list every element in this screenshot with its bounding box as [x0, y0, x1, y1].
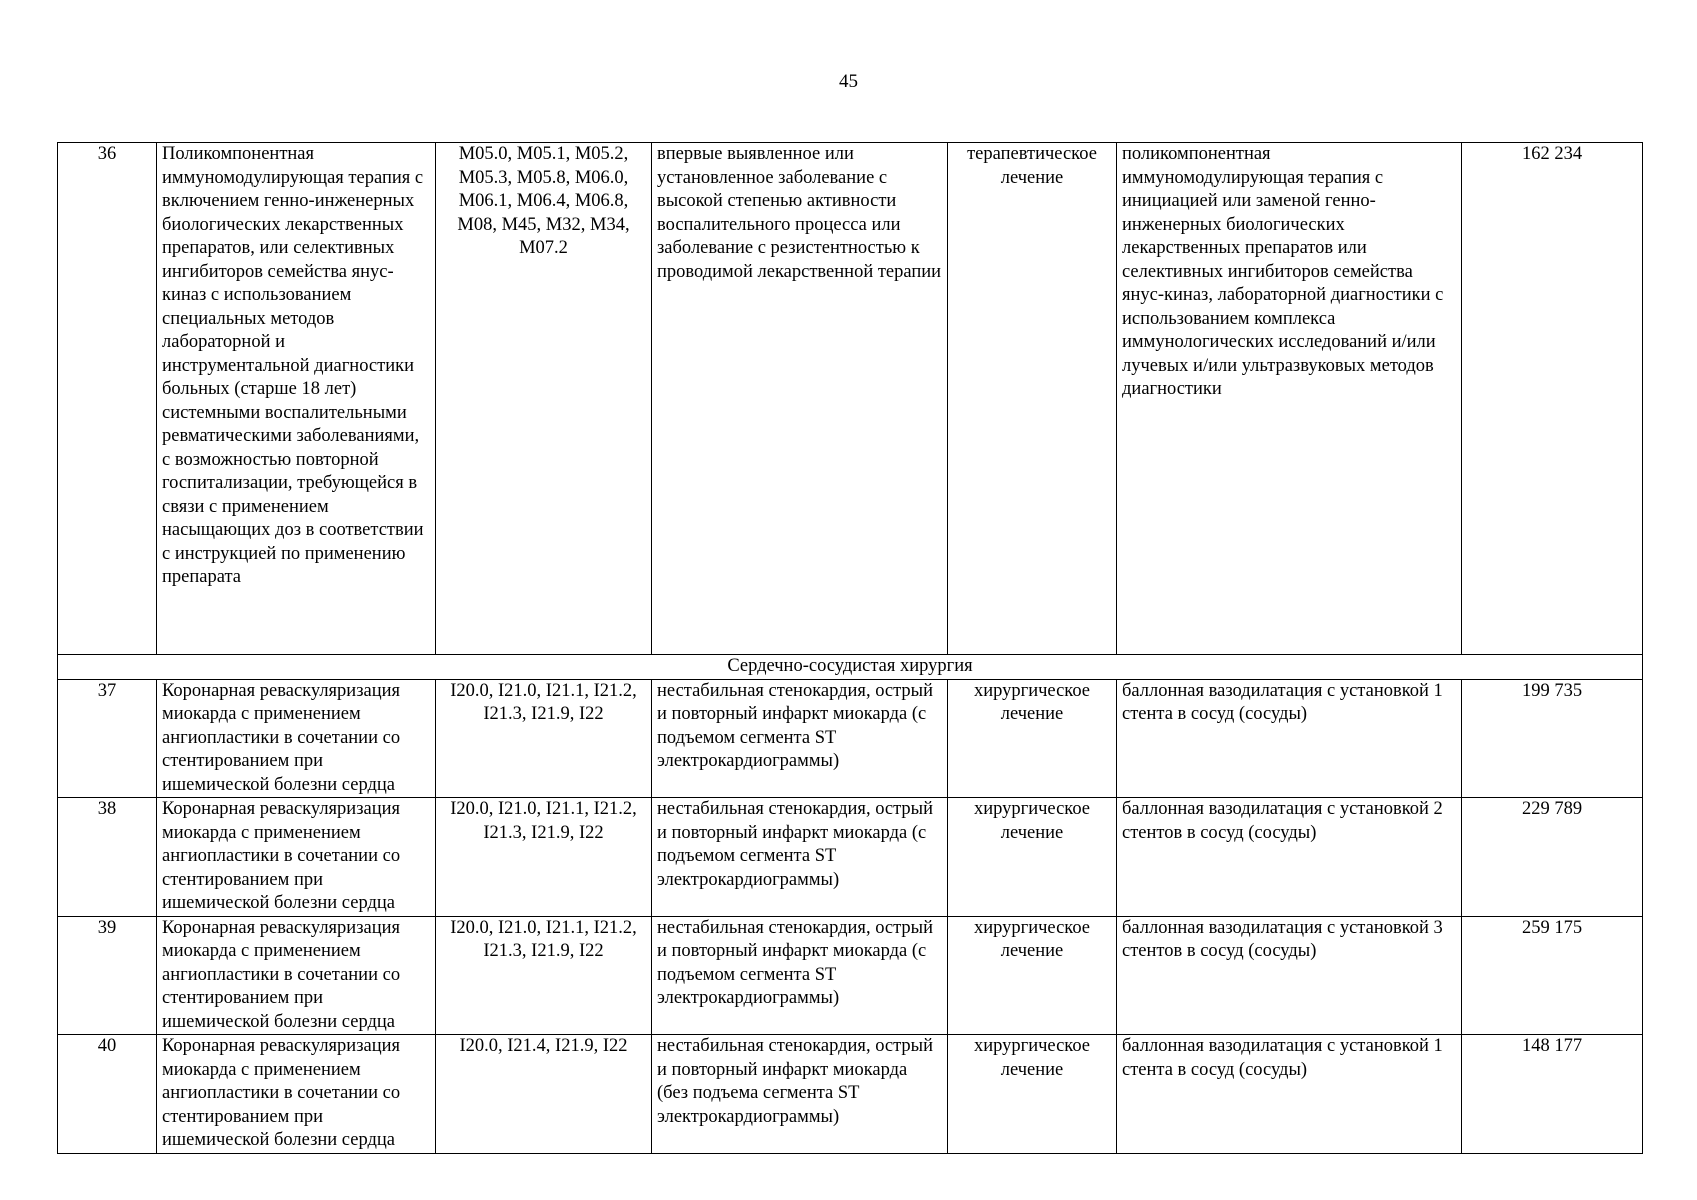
icd-codes: I20.0, I21.0, I21.1, I21.2, I21.3, I21.9, I22 [436, 679, 652, 798]
table-row [58, 1035, 1643, 1154]
treatment-method: баллонная вазодилатация с установкой 1 стента в сосуд (сосуды) [1117, 679, 1462, 798]
treatment-method: поликомпонентная иммуномодулирующая терапия с инициацией или заменой генно-инженерных биологических лекарственных препаратов или селективных ингибиторов семейства янус-киназ, лабораторной диагностики с использованием комплекса иммунологических исследований и/или лучевых и/или ультразвуковых методов диагностики [1117, 143, 1462, 655]
treatment-method: баллонная вазодилатация с установкой 1 стента в сосуд (сосуды) [1117, 1035, 1462, 1154]
table-row [58, 916, 1643, 1035]
table-row [58, 679, 1643, 798]
table-row [58, 143, 1643, 655]
icd-codes: I20.0, I21.4, I21.9, I22 [436, 1035, 652, 1154]
section-row [58, 655, 1643, 680]
table-row [58, 798, 1643, 917]
service-name: Коронарная реваскуляризация миокарда с применением ангиопластики в сочетании со стентированием при ишемической болезни сердца [157, 916, 436, 1035]
patient-model: нестабильная стенокардия, острый и повторный инфаркт миокарда (с подъемом сегмента ST электрокардиограммы) [652, 798, 948, 917]
service-name: Коронарная реваскуляризация миокарда с применением ангиопластики в сочетании со стентированием при ишемической болезни сердца [157, 798, 436, 917]
treatment-method: баллонная вазодилатация с установкой 3 стентов в сосуд (сосуды) [1117, 916, 1462, 1035]
row-number: 39 [58, 916, 157, 1035]
services-table [57, 142, 1643, 1154]
service-name: Поликомпонентная иммуномодулирующая терапия с включением генно-инженерных биологических лекарственных препаратов, или селективных ингибиторов семейства янус-киназ с использованием специальных методов лабораторной и инструментальной диагностики больных (старше 18 лет) системными воспалительными ревматическими заболеваниями, с возможностью повторной госпитализации, требующейся в связи с применением насыщающих доз в соответствии с инструкцией по применению препарата [157, 143, 436, 655]
service-name: Коронарная реваскуляризация миокарда с применением ангиопластики в сочетании со стентированием при ишемической болезни сердца [157, 1035, 436, 1154]
cost-value: 148 177 [1462, 1035, 1643, 1154]
page-number: 45 [839, 71, 858, 92]
treatment-type: хирургическое лечение [948, 916, 1117, 1035]
patient-model: нестабильная стенокардия, острый и повторный инфаркт миокарда (без подъема сегмента ST электрокардиограммы) [652, 1035, 948, 1154]
cost-value: 199 735 [1462, 679, 1643, 798]
patient-model: нестабильная стенокардия, острый и повторный инфаркт миокарда (с подъемом сегмента ST электрокардиограммы) [652, 679, 948, 798]
cost-value: 229 789 [1462, 798, 1643, 917]
treatment-type: хирургическое лечение [948, 1035, 1117, 1154]
row-number: 37 [58, 679, 157, 798]
icd-codes: I20.0, I21.0, I21.1, I21.2, I21.3, I21.9, I22 [436, 916, 652, 1035]
patient-model: впервые выявленное или установленное заболевание с высокой степенью активности воспалительного процесса или заболевание с резистентностью к проводимой лекарственной терапии [652, 143, 948, 655]
section-heading: Сердечно-сосудистая хирургия [58, 655, 1643, 680]
treatment-type: терапевтическое лечение [948, 143, 1117, 655]
treatment-type: хирургическое лечение [948, 798, 1117, 917]
cost-value: 259 175 [1462, 916, 1643, 1035]
row-number: 40 [58, 1035, 157, 1154]
service-name: Коронарная реваскуляризация миокарда с применением ангиопластики в сочетании со стентированием при ишемической болезни сердца [157, 679, 436, 798]
treatment-type: хирургическое лечение [948, 679, 1117, 798]
row-number: 38 [58, 798, 157, 917]
icd-codes: I20.0, I21.0, I21.1, I21.2, I21.3, I21.9, I22 [436, 798, 652, 917]
patient-model: нестабильная стенокардия, острый и повторный инфаркт миокарда (с подъемом сегмента ST электрокардиограммы) [652, 916, 948, 1035]
cost-value: 162 234 [1462, 143, 1643, 655]
icd-codes: M05.0, M05.1, M05.2, M05.3, M05.8, M06.0, M06.1, M06.4, M06.8, M08, M45, M32, M34, M07.2 [436, 143, 652, 655]
row-number: 36 [58, 143, 157, 655]
treatment-method: баллонная вазодилатация с установкой 2 стентов в сосуд (сосуды) [1117, 798, 1462, 917]
